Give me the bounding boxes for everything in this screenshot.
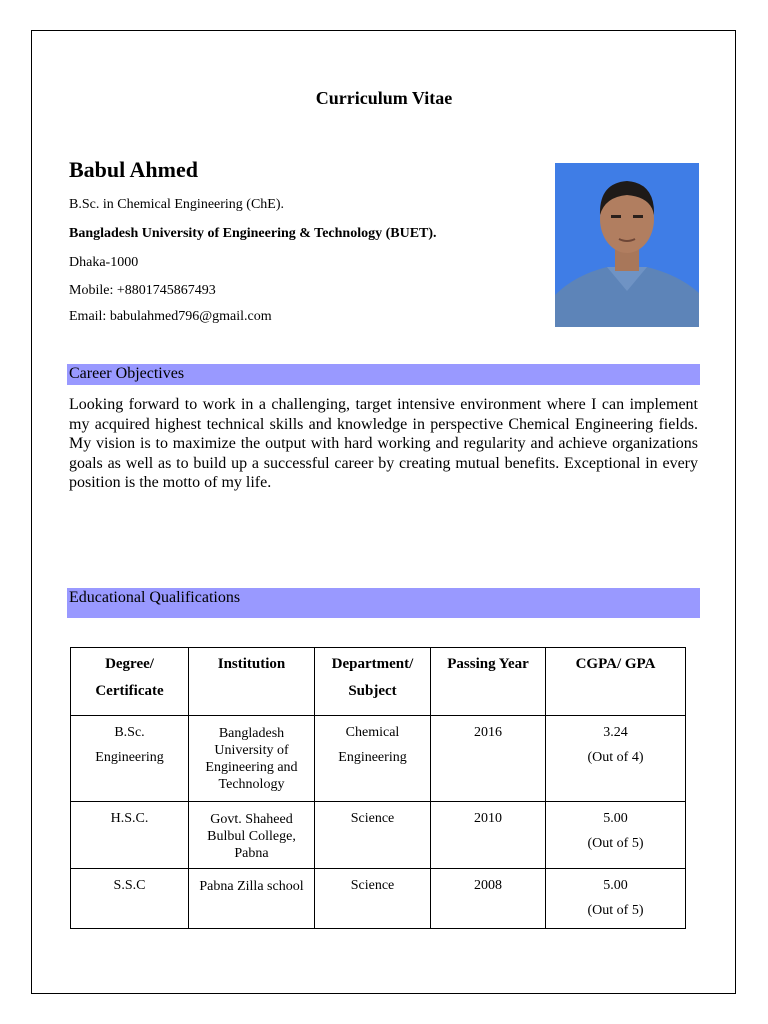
column-header-institution: Institution [189, 648, 315, 716]
year-cell: 2010 [431, 802, 546, 869]
career-objectives-text: Looking forward to work in a challenging, target intensive environment where I can implement my acquired highest technical skills and knowledge in perspective Chemical Engineering fields. My vision is to maximize the output with hard working and regularity and achieve organizations goals as well as to build up a successful career by creating mutual benefits. Exceptional in every position is the motto of my life. [69, 396, 698, 492]
column-header-passing-year: Passing Year [431, 648, 546, 716]
institution-cell: Pabna Zilla school [189, 869, 315, 929]
email-line: Email: babulahmed796@gmail.com [69, 309, 272, 324]
document-title: Curriculum Vitae [315, 88, 453, 108]
university-line: Bangladesh University of Engineering & Technology (BUET). [69, 226, 437, 241]
institution-cell: Bangladesh University of Engineering and Technology [189, 716, 315, 802]
table-header-row [71, 648, 686, 716]
department-cell: Science [315, 869, 431, 929]
educational-qualifications-heading: Educational Qualifications [67, 588, 700, 618]
department-cell: Chemical Engineering [315, 716, 431, 802]
year-cell: 2008 [431, 869, 546, 929]
person-portrait-icon [555, 163, 699, 327]
mobile-line: Mobile: +8801745867493 [69, 283, 216, 298]
institution-cell: Govt. Shaheed Bulbul College, Pabna [189, 802, 315, 869]
gpa-cell: 5.00 (Out of 5) [546, 802, 686, 869]
candidate-name: Babul Ahmed [69, 157, 198, 182]
education-table [70, 647, 686, 929]
gpa-cell: 3.24 (Out of 4) [546, 716, 686, 802]
profile-photo [555, 163, 699, 327]
column-header-department: Department/ Subject [315, 648, 431, 716]
career-objectives-heading: Career Objectives [67, 364, 700, 385]
city-line: Dhaka-1000 [69, 255, 139, 270]
degree-line: B.Sc. in Chemical Engineering (ChE). [69, 197, 285, 212]
gpa-cell: 5.00 (Out of 5) [546, 869, 686, 929]
degree-cell: H.S.C. [71, 802, 189, 869]
table-row [71, 869, 686, 929]
table-row [71, 802, 686, 869]
degree-cell: S.S.C [71, 869, 189, 929]
degree-cell: B.Sc. Engineering [71, 716, 189, 802]
column-header-gpa: CGPA/ GPA [546, 648, 686, 716]
column-header-degree: Degree/ Certificate [71, 648, 189, 716]
year-cell: 2016 [431, 716, 546, 802]
department-cell: Science [315, 802, 431, 869]
table-row [71, 716, 686, 802]
